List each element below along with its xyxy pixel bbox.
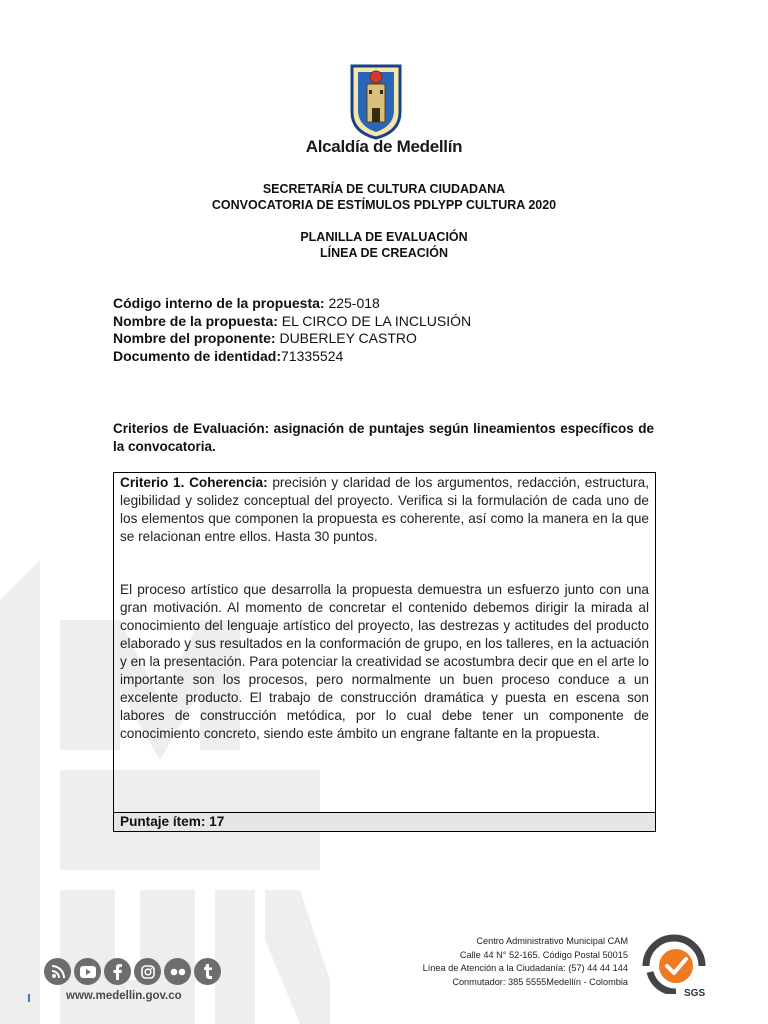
criterion-title: Criterio 1. Coherencia:: [120, 475, 268, 490]
website-link[interactable]: www.medellin.gov.co: [66, 990, 182, 1002]
planilla-title: PLANILLA DE EVALUACIÓN: [300, 230, 468, 244]
rss-icon[interactable]: [44, 958, 71, 985]
code-value: 225-018: [324, 295, 380, 311]
address-block: [423, 935, 628, 989]
criterion-description: [114, 474, 655, 546]
id-row: [113, 348, 471, 366]
criterion-description-text: precisión y claridad de los argumentos, redacción, estructura, legibilidad y solidez conceptual del proyecto. Verifica si la formulación de cada uno de los elementos que componen la propuesta es coherente, así como la manera en la que se relacionan entre ellos. Hasta 30 puntos.: [120, 475, 650, 544]
social-icons: [44, 958, 221, 985]
code-label: Código interno de la propuesta:: [113, 295, 325, 311]
proponent-value: DUBERLEY CASTRO: [275, 330, 417, 346]
sgs-label: SGS: [684, 988, 706, 999]
iso-certification-seal: [636, 928, 712, 994]
address-line-2: Calle 44 N° 52-165. Código Postal 50015: [459, 949, 628, 960]
org-name: Alcaldía de Medellín: [305, 137, 463, 156]
address-line-3: Línea de Atención a la Ciudadanía: (57) 44 44 144: [422, 963, 628, 973]
name-label: Nombre de la propuesta:: [113, 312, 278, 329]
code-row: [113, 295, 471, 313]
criterion-evaluation: El proceso artístico que desarrolla la propuesta demuestra un esfuerzo junto con una gran motivación. Al momento de concretar el contenido debemos dirigir la mirada al conocimiento del lenguaje artístico del proyecto, las destrezas y actitudes del producto elaborado y sus resultados en la conformación de grupo, en los talleres, en la actuación y en la presentación. Para potenciar la creatividad se acostumbra decir que en el arte lo importante son los procesos, pero normalmente un buen proceso conduce a un excelente producto. El trabajo de construcción dramática y puesta en escena son labores de construcción metódica, por lo cual debe tener un componente de conocimiento concreto, siendo este ámbito un engrane faltante en la propuesta.: [120, 582, 649, 741]
score-row: [114, 813, 655, 831]
address-line-1: Centro Administrativo Municipal CAM: [476, 936, 628, 946]
youtube-icon[interactable]: [74, 958, 101, 985]
proponent-row: [113, 330, 471, 348]
tumblr-icon[interactable]: [194, 958, 221, 985]
linea-title: LÍNEA DE CREACIÓN: [319, 246, 448, 260]
criterion-cell: [114, 473, 655, 813]
city-coat-of-arms-logo: [348, 62, 404, 140]
name-row: [113, 313, 471, 331]
instagram-icon[interactable]: [134, 958, 161, 985]
flickr-icon[interactable]: [164, 958, 191, 985]
id-label: Documento de identidad:: [113, 347, 281, 364]
heading-block-1: [0, 181, 768, 213]
heading-block-2: [0, 229, 768, 261]
score-text: Puntaje ítem: 17: [120, 814, 225, 829]
accent-bar: [28, 994, 30, 1002]
name-value: EL CIRCO DE LA INCLUSIÓN: [277, 312, 472, 329]
address-line-4: Conmutador: 385 5555Medellín - Colombia: [452, 976, 628, 987]
id-value: 71335524: [281, 347, 344, 364]
secretaria-title: SECRETARÍA DE CULTURA CIUDADANA: [262, 182, 506, 196]
criterion-table: [113, 472, 656, 832]
facebook-icon[interactable]: [104, 958, 131, 985]
proposal-info: [113, 295, 471, 365]
criteria-title: Criterios de Evaluación: asignación de puntajes según lineamientos específicos de la convocatoria.: [113, 421, 654, 454]
convocatoria-title: CONVOCATORIA DE ESTÍMULOS PDLYPP CULTURA 2020: [211, 198, 557, 212]
proponent-label: Nombre del proponente:: [113, 330, 276, 346]
